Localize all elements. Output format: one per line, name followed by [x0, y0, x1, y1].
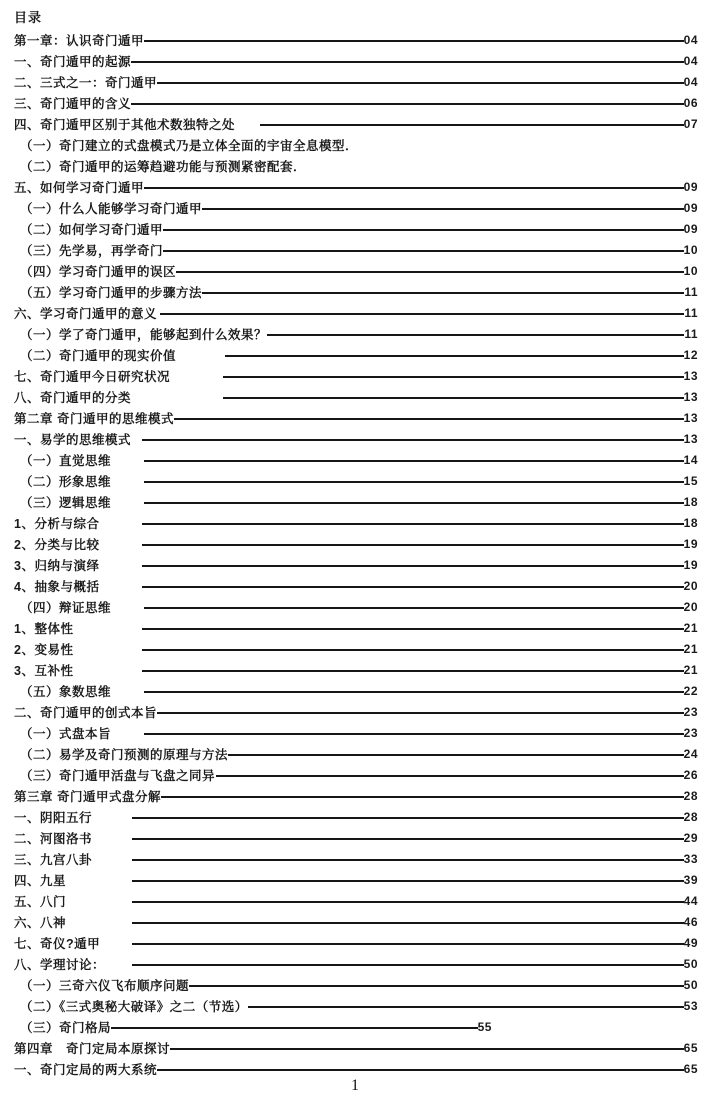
dash-leader	[202, 292, 684, 294]
toc-entry	[14, 239, 698, 260]
dash-leader	[132, 943, 684, 945]
toc-entry-title: （二）《三式奥秘大破译》之二（节选）	[20, 999, 248, 1014]
toc-entry-page: 65	[683, 1061, 698, 1076]
toc-entry-title: 五、如何学习奇门遁甲	[14, 180, 145, 195]
toc-entry-title: 第四章 奇门定局本原探讨	[14, 1041, 171, 1056]
toc-entry	[14, 134, 698, 155]
dash-leader	[144, 733, 684, 735]
dash-leader	[132, 922, 684, 924]
toc-entry-page: 20	[683, 599, 698, 614]
toc-entry	[14, 596, 698, 617]
dash-leader	[144, 481, 684, 483]
toc-entry-title: 一、奇门遁甲的起源	[14, 54, 132, 69]
toc-entry	[14, 50, 698, 71]
dash-leader	[248, 1006, 684, 1008]
toc-entry-title: （四）辩证思维	[20, 600, 112, 615]
toc-entry-title: 五、八门	[14, 894, 67, 909]
dash-leader	[144, 460, 684, 462]
toc-entry-title: 三、九宫八卦	[14, 852, 93, 867]
toc-entry-page: 49	[683, 935, 698, 950]
dash-leader	[170, 1048, 684, 1050]
toc-entry-page: 04	[683, 32, 698, 47]
dash-leader	[142, 670, 684, 672]
toc-entry	[14, 176, 698, 197]
dash-leader	[144, 691, 684, 693]
toc-entry	[14, 932, 698, 953]
toc-entry-title: （三）先学易，再学奇门	[20, 243, 164, 258]
dash-leader	[157, 712, 684, 714]
toc-entry	[14, 1016, 492, 1037]
toc-entry-title: 3、归纳与演绎	[14, 558, 100, 573]
toc-entry-page: 26	[683, 767, 698, 782]
toc-entry	[14, 260, 698, 281]
toc-entry-page: 11	[684, 305, 698, 320]
dash-leader	[228, 754, 684, 756]
toc-entry-page: 13	[683, 431, 698, 446]
toc-entry	[14, 113, 698, 134]
toc-entry	[14, 92, 698, 113]
toc-entry-page: 19	[683, 536, 698, 551]
dash-leader	[144, 607, 684, 609]
toc-entry-title: （一）学了奇门遁甲，能够起到什么效果？	[20, 327, 268, 342]
toc-entry-page: 33	[683, 851, 698, 866]
dash-leader	[202, 208, 684, 210]
toc-entry-title: 六、八神	[14, 915, 67, 930]
toc-entry-title: 第二章 奇门遁甲的思维模式	[14, 411, 174, 426]
toc-entry-page: 09	[683, 179, 698, 194]
toc-entry-title: （三）逻辑思维	[20, 495, 112, 510]
toc-entry-page: 44	[683, 893, 698, 908]
toc-entry-page: 12	[683, 347, 698, 362]
toc-entry	[14, 869, 698, 890]
toc-entry-page: 09	[683, 221, 698, 236]
toc-entry-title: （一）直觉思维	[20, 453, 112, 468]
toc-entry-title: （一）奇门建立的式盘模式乃是立体全面的宇宙全息模型．	[20, 138, 359, 153]
dash-leader	[132, 880, 684, 882]
dash-leader	[142, 565, 684, 567]
toc-entry-title: 四、九星	[14, 873, 67, 888]
dash-leader	[142, 523, 684, 525]
toc-entry-title: 七、奇仪?遁甲	[14, 936, 101, 951]
toc-entry-title: 三、奇门遁甲的含义	[14, 96, 132, 111]
toc-entry	[14, 827, 698, 848]
toc-entry-page: 06	[683, 95, 698, 110]
dash-leader	[144, 502, 684, 504]
toc-entry	[14, 281, 698, 302]
toc-entry-page: 21	[683, 641, 698, 656]
toc-entry	[14, 995, 698, 1016]
toc-entry-title: （二）奇门遁甲的运筹趋避功能与预测紧密配套．	[20, 159, 307, 174]
toc-entry	[14, 680, 698, 701]
toc-entry-title: 2、变易性	[14, 642, 74, 657]
toc-entry	[14, 911, 698, 932]
toc-entry	[14, 785, 698, 806]
dash-leader	[132, 901, 684, 903]
toc-entry-page: 53	[683, 998, 698, 1013]
toc-entry	[14, 554, 698, 575]
dash-leader	[163, 250, 684, 252]
toc-entry-title: 二、三式之一：奇门遁甲	[14, 75, 158, 90]
dash-leader	[131, 103, 684, 105]
toc-entry-title: 六、学习奇门遁甲的意义	[14, 306, 158, 321]
toc-entry-page: 28	[683, 809, 698, 824]
dash-leader	[157, 1069, 684, 1071]
toc-entry	[14, 71, 698, 92]
toc-entry-title: 一、奇门定局的两大系统	[14, 1062, 158, 1077]
toc-entry-page: 09	[683, 200, 698, 215]
toc-entry-page: 50	[683, 956, 698, 971]
toc-entry-page: 18	[683, 515, 698, 530]
toc-entry	[14, 701, 698, 722]
toc-entry-title: 1、分析与综合	[14, 516, 100, 531]
dash-leader	[189, 985, 684, 987]
toc-entry	[14, 575, 698, 596]
toc-entry-title: 第一章：认识奇门遁甲	[14, 33, 145, 48]
toc-entry	[14, 365, 698, 386]
toc-entry	[14, 155, 698, 176]
toc-entry	[14, 323, 698, 344]
toc-entry-page: 13	[683, 410, 698, 425]
page-title: 目录	[14, 10, 43, 25]
toc-entry-page: 28	[683, 788, 698, 803]
dash-leader	[174, 418, 684, 420]
dash-leader	[160, 313, 684, 315]
toc-entry	[14, 491, 698, 512]
toc-entry	[14, 29, 698, 50]
toc-entry	[14, 197, 698, 218]
toc-entry-title: （二）如何学习奇门遁甲	[20, 222, 164, 237]
dash-leader	[142, 628, 684, 630]
toc-entry-title: 一、易学的思维模式	[14, 432, 132, 447]
toc-entry-page: 13	[683, 368, 698, 383]
dash-leader	[223, 376, 684, 378]
toc-entry-title: 二、河图洛书	[14, 831, 93, 846]
dash-leader	[132, 964, 684, 966]
toc-entry-page: 21	[683, 620, 698, 635]
toc-entry	[14, 806, 698, 827]
toc-entry	[14, 386, 698, 407]
toc-entry-page: 04	[683, 74, 698, 89]
toc-entry	[14, 764, 698, 785]
toc-entry-title: （二）奇门遁甲的现实价值	[20, 348, 177, 363]
toc-entry-title: （二）易学及奇门预测的原理与方法	[20, 747, 229, 762]
toc-entry	[14, 1037, 698, 1058]
toc-entry-title: （一）什么人能够学习奇门遁甲	[20, 201, 203, 216]
toc-entry-page: 04	[683, 53, 698, 68]
dash-leader	[176, 271, 684, 273]
toc-entry	[14, 953, 698, 974]
toc-entry-page: 11	[684, 284, 698, 299]
toc-entry-page: 65	[683, 1040, 698, 1055]
toc-entry-page: 10	[683, 263, 698, 278]
dash-leader	[144, 187, 684, 189]
toc-entry-title: （五）象数思维	[20, 684, 112, 699]
toc-entry-page: 20	[683, 578, 698, 593]
toc-entry-title: （三）奇门遁甲活盘与飞盘之同异	[20, 768, 216, 783]
toc-entry	[14, 743, 698, 764]
toc-entry-page: 39	[683, 872, 698, 887]
toc-entry	[14, 974, 698, 995]
dash-leader	[111, 1027, 478, 1029]
toc-entry-page: 50	[683, 977, 698, 992]
dash-leader	[142, 544, 684, 546]
dash-leader	[142, 586, 684, 588]
toc-entry	[14, 512, 698, 533]
toc-entry-page: 07	[683, 116, 698, 131]
toc-entry	[14, 617, 698, 638]
dash-leader	[144, 40, 684, 42]
dash-leader	[225, 355, 684, 357]
toc-entry-title: 第三章 奇门遁甲式盘分解	[14, 789, 161, 804]
toc-entry-title: （四）学习奇门遁甲的误区	[20, 264, 177, 279]
toc-entry-title: 七、奇门遁甲今日研究状况	[14, 369, 171, 384]
toc-entry-title: 四、奇门遁甲区别于其他术数独特之处	[14, 117, 236, 132]
dash-leader	[260, 124, 684, 126]
toc-entry	[14, 302, 698, 323]
toc-entry	[14, 722, 698, 743]
toc-entry-page: 29	[683, 830, 698, 845]
toc-entry-page: 24	[683, 746, 698, 761]
toc-entry-page: 10	[683, 242, 698, 257]
dash-leader	[142, 649, 684, 651]
toc-entry-page: 15	[683, 473, 698, 488]
dash-leader	[267, 334, 684, 336]
toc-entry	[14, 407, 698, 428]
toc-entry-title: 八、学理讨论：	[14, 957, 106, 972]
dash-leader	[142, 439, 684, 441]
toc-entry-page: 55	[477, 1019, 492, 1034]
toc-entry-page: 22	[683, 683, 698, 698]
toc-entry-title: 一、阴阳五行	[14, 810, 93, 825]
toc-entry-page: 13	[683, 389, 698, 404]
toc-entry-title: （一）三奇六仪飞布顺序问题	[20, 978, 190, 993]
toc-entry-title: 八、奇门遁甲的分类	[14, 390, 132, 405]
dash-leader	[157, 82, 684, 84]
dash-leader	[216, 775, 684, 777]
toc-entry-title: （一）式盘本旨	[20, 726, 112, 741]
toc-entry-title: 4、抽象与概括	[14, 579, 100, 594]
dash-leader	[223, 397, 684, 399]
toc-entry-page: 18	[683, 494, 698, 509]
toc-entry-title: 1、整体性	[14, 621, 74, 636]
toc-entry	[14, 659, 698, 680]
toc-entry-title: （二）形象思维	[20, 474, 112, 489]
toc-entry	[14, 638, 698, 659]
toc-entry	[14, 449, 698, 470]
toc-entry	[14, 344, 698, 365]
toc-entry	[14, 218, 698, 239]
toc-entry	[14, 890, 698, 911]
toc-entry-page: 11	[684, 326, 698, 341]
toc-entry	[14, 848, 698, 869]
toc-entry	[14, 1058, 698, 1079]
dash-leader	[132, 859, 684, 861]
dash-leader	[132, 838, 684, 840]
dash-leader	[163, 229, 684, 231]
toc-entry	[14, 533, 698, 554]
dash-leader	[132, 817, 684, 819]
toc-entry-page: 23	[683, 704, 698, 719]
toc-entry-page: 46	[683, 914, 698, 929]
page-number-footer: 1	[351, 1077, 359, 1094]
toc-entry-title: 2、分类与比较	[14, 537, 100, 552]
toc-entry-title: 3、互补性	[14, 663, 74, 678]
toc-entry-page: 19	[683, 557, 698, 572]
toc-entry-page: 21	[683, 662, 698, 677]
toc-list	[14, 29, 698, 1079]
toc-entry-page: 23	[683, 725, 698, 740]
dash-leader	[131, 61, 684, 63]
toc-entry-title: （三）奇门格局	[20, 1020, 112, 1035]
toc-entry-title: （五）学习奇门遁甲的步骤方法	[20, 285, 203, 300]
toc-entry	[14, 470, 698, 491]
toc-entry-page: 14	[683, 452, 698, 467]
toc-entry	[14, 428, 698, 449]
toc-entry-title: 二、奇门遁甲的创式本旨	[14, 705, 158, 720]
dash-leader	[161, 796, 684, 798]
